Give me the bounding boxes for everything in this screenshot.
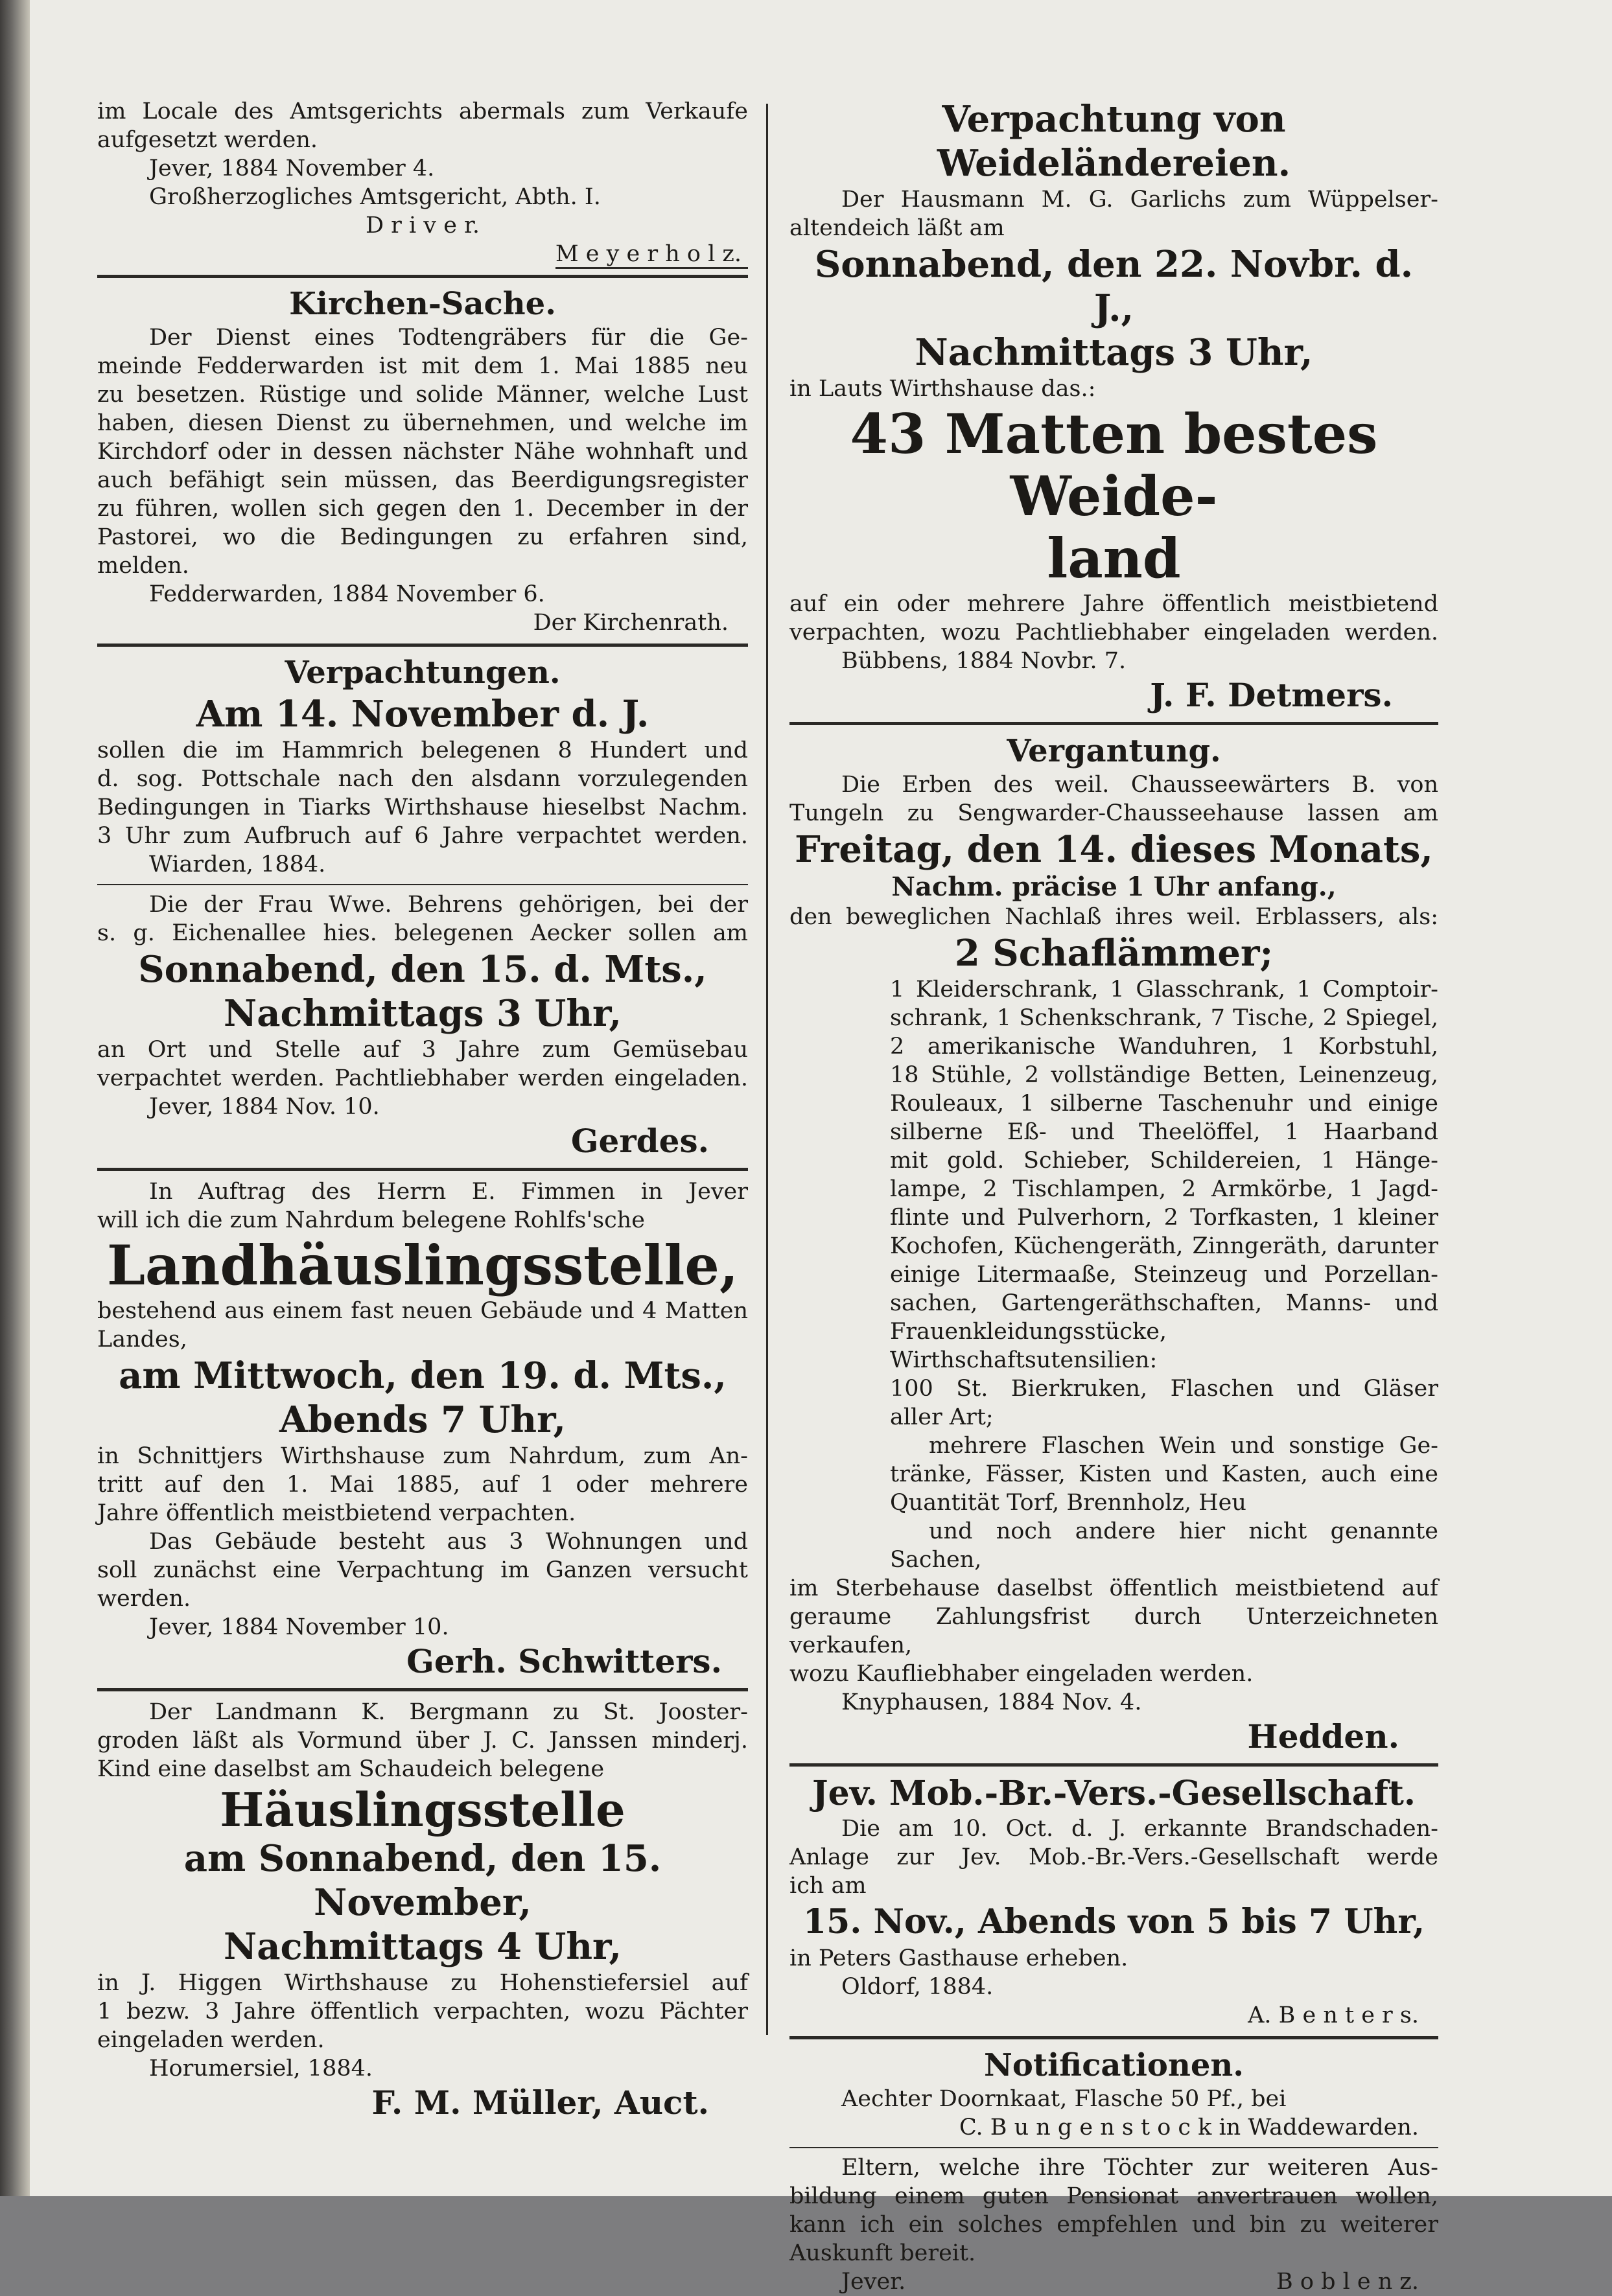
notice-verpachtungen bbox=[97, 653, 748, 879]
section-rule bbox=[789, 1763, 1438, 1767]
text-line: s. g. Eichenallee hies. belegenen Aecker sollen am bbox=[97, 920, 748, 946]
notice-kirchen-sache bbox=[97, 284, 748, 637]
signature: Der Kirchenrath. bbox=[533, 610, 729, 636]
signature: A. B e n t e r s. bbox=[1248, 2002, 1419, 2028]
list-item: Kochofen, Küchengeräth, Zinngeräth, darunter bbox=[890, 1233, 1438, 1259]
list-item: einige Litermaaße, Steinzeug und Porzellan- bbox=[890, 1262, 1438, 1288]
text-line: Die am 10. Oct. d. J. erkannte Brandschaden- bbox=[841, 1816, 1438, 1842]
text-line: bestehend aus einem fast neuen Gebäude und 4 Matten bbox=[97, 1298, 748, 1324]
notice-title: Vergantung. bbox=[1007, 733, 1221, 769]
text-line: Fedderwarden, 1884 November 6. bbox=[149, 581, 545, 607]
notice-mobiliar-gesellschaft bbox=[789, 1773, 1438, 2030]
text-line: Jever, 1884 November 4. bbox=[149, 156, 435, 181]
column-divider bbox=[766, 104, 768, 2035]
list-item: 1 Kleiderschrank, 1 Glasschrank, 1 Comptoir- bbox=[890, 977, 1438, 1003]
notice-time: Nachmittags 4 Uhr, bbox=[224, 1925, 622, 1968]
text-line: Oldorf, 1884. bbox=[841, 1974, 994, 2000]
text-line: haben, diesen Dienst zu übernehmen, und welche im bbox=[97, 410, 748, 436]
notice-time: Abends 7 Uhr, bbox=[279, 1398, 567, 1441]
list-item: tränke, Fässer, Kisten und Kasten, auch eine bbox=[890, 1461, 1438, 1487]
notice-haeuslingsstelle bbox=[97, 1698, 748, 2123]
text-line: Der Landmann K. Bergmann zu St. Jooster- bbox=[149, 1699, 748, 1725]
text-line: zu führen, wollen sich gegen den 1. December in der bbox=[97, 496, 748, 522]
text-line: meinde Fedderwarden ist mit dem 1. Mai 1885 neu bbox=[97, 353, 748, 379]
notice-title: Landhäuslingsstelle, bbox=[106, 1233, 739, 1297]
text-line: Horumersiel, 1884. bbox=[149, 2056, 373, 2081]
section-rule bbox=[789, 2036, 1438, 2039]
text-line: im Sterbehause daselbst öffentlich meistbietend auf bbox=[789, 1575, 1438, 1601]
scan-page-edge bbox=[0, 0, 30, 2196]
text-line: im Locale des Amtsgerichts abermals zum Verkaufe bbox=[97, 99, 748, 124]
text-line: soll zunächst eine Verpachtung im Ganzen versucht bbox=[97, 1557, 748, 1583]
list-item: flinte und Pulverhorn, 2 Torfkasten, 1 kleiner bbox=[890, 1205, 1438, 1231]
item-list bbox=[789, 975, 1438, 1574]
notice-gerdes bbox=[97, 890, 748, 1161]
text-line: verpachten, wozu Pachtliebhaber eingeladen werden. bbox=[789, 620, 1438, 645]
list-item: Frauenkleidungsstücke, Wirthschaftsutensilien: bbox=[890, 1319, 1167, 1373]
text-line: wozu Kaufliebhaber eingeladen werden. bbox=[789, 1661, 1254, 1687]
notice-landhaeuslingsstelle bbox=[97, 1177, 748, 1682]
text-line: 3 Uhr zum Aufbruch auf 6 Jahre verpachtet werden. bbox=[97, 823, 748, 849]
text-line: Jever. bbox=[841, 2269, 906, 2295]
list-item: Quantität Torf, Brennholz, Heu bbox=[890, 1490, 1246, 1516]
text-line: Die der Frau Wwe. Behrens gehörigen, bei der bbox=[149, 892, 748, 918]
notice-vergantung bbox=[789, 732, 1438, 1757]
notice-headline: 43 Matten bestes Weide- bbox=[850, 402, 1378, 528]
text-line: in Peters Gasthause erheben. bbox=[789, 1945, 1128, 1971]
text-line: melden. bbox=[97, 553, 189, 579]
text-line: Tungeln zu Sengwarder-Chausseehause lassen am bbox=[789, 800, 1438, 826]
text-line: Pastorei, wo die Bedingungen zu erfahren sind, bbox=[97, 524, 748, 550]
signature: Gerh. Schwitters. bbox=[406, 1642, 722, 1680]
list-item: 18 Stühle, 2 vollständige Betten, Leinenzeug, bbox=[890, 1062, 1438, 1088]
text-line: Wiarden, 1884. bbox=[149, 852, 326, 877]
text-line: Der Dienst eines Todtengräbers für die Ge- bbox=[149, 325, 748, 351]
section-rule bbox=[97, 1168, 748, 1171]
section-rule bbox=[789, 722, 1438, 725]
text-line: kann ich ein solches empfehlen und bin zu weiterer bbox=[789, 2212, 1438, 2238]
text-line: ich am bbox=[789, 1873, 867, 1899]
notice-date: am Mittwoch, den 19. d. Mts., bbox=[119, 1354, 727, 1397]
text-line: Anlage zur Jev. Mob.-Br.-Vers.-Gesellschaft werde bbox=[789, 1844, 1438, 1870]
list-item: Rouleaux, 1 silberne Taschenuhr und einige bbox=[890, 1091, 1438, 1117]
text-line: Jahre öffentlich meistbietend verpachten. bbox=[97, 1500, 576, 1526]
text-line: 1 bezw. 3 Jahre öffentlich verpachten, wozu Pächter bbox=[97, 1999, 748, 2024]
text-line: will ich die zum Nahrdum belegene Rohlfs'sche bbox=[97, 1207, 645, 1233]
notice-headline: land bbox=[1047, 526, 1181, 590]
text-line: den beweglichen Nachlaß ihres weil. Erblassers, als: bbox=[789, 904, 1438, 930]
text-line: C. B u n g e n s t o c k in Waddewarden. bbox=[959, 2115, 1419, 2140]
newspaper-page bbox=[30, 0, 1612, 2295]
section-rule bbox=[97, 1688, 748, 1691]
notice-time: Nachm. präcise 1 Uhr anfang., bbox=[891, 872, 1337, 902]
text-line: auch befähigt sein müssen, das Beerdigungsregister bbox=[97, 467, 748, 493]
text-line: Der Hausmann M. G. Garlichs zum Wüppelser- bbox=[841, 187, 1438, 213]
notice-notificationen bbox=[789, 2046, 1438, 2296]
list-item: Sachen, bbox=[890, 1547, 982, 1573]
text-line: in Schnittjers Wirthshause zum Nahrdum, zum An- bbox=[97, 1443, 748, 1469]
list-item: mehrere Flaschen Wein und sonstige Ge- bbox=[929, 1433, 1438, 1459]
notice-amtsgericht bbox=[97, 97, 748, 268]
notice-time: Nachmittags 3 Uhr, bbox=[915, 331, 1313, 374]
text-line: Das Gebäude besteht aus 3 Wohnungen und bbox=[149, 1529, 748, 1555]
text-line: Aechter Doornkaat, Flasche 50 Pf., bei bbox=[841, 2086, 1287, 2112]
text-line: zu besetzen. Rüstige und solide Männer, welche Lust bbox=[97, 382, 748, 408]
text-line: sollen die im Hammrich belegenen 8 Hundert und bbox=[97, 737, 748, 763]
notice-title: Häuslingsstelle bbox=[220, 1782, 625, 1837]
right-column bbox=[789, 97, 1438, 2296]
list-item: schrank, 1 Schenkschrank, 7 Tische, 2 Spiegel, bbox=[890, 1005, 1438, 1031]
signature: J. F. Detmers. bbox=[1150, 676, 1393, 714]
text-line: Jever, 1884 Nov. 10. bbox=[149, 1094, 380, 1120]
list-item: 100 St. Bierkruken, Flaschen und Gläser bbox=[890, 1376, 1438, 1402]
list-item: lampe, 2 Tischlampen, 2 Armkörbe, 1 Jagd- bbox=[890, 1176, 1438, 1202]
left-column bbox=[97, 97, 748, 2123]
section-rule bbox=[97, 884, 748, 885]
list-item: aller Art; bbox=[890, 1404, 994, 1430]
text-line: auf ein oder mehrere Jahre öffentlich meistbietend bbox=[789, 591, 1438, 617]
text-line: an Ort und Stelle auf 3 Jahre zum Gemüsebau bbox=[97, 1037, 748, 1063]
notice-title: Notificationen. bbox=[984, 2047, 1244, 2083]
notice-date: Am 14. November d. J. bbox=[196, 693, 649, 736]
text-line: eingeladen werden. bbox=[97, 2027, 325, 2053]
signature: D r i v e r. bbox=[365, 213, 480, 238]
text-line: Knyphausen, 1884 Nov. 4. bbox=[841, 1689, 1142, 1715]
signature: M e y e r h o l z. bbox=[555, 241, 748, 269]
signature: F. M. Müller, Auct. bbox=[371, 2083, 709, 2122]
list-item: silberne Eß- und Theelöffel, 1 Haarband bbox=[890, 1119, 1438, 1145]
list-item: mit gold. Schieber, Schildereien, 1 Hänge- bbox=[890, 1148, 1438, 1174]
notice-title: Verpachtungen. bbox=[285, 655, 561, 691]
notice-title: Kirchen-Sache. bbox=[289, 286, 556, 322]
text-line: Kirchdorf oder in dessen nächster Nähe wohnhaft und bbox=[97, 439, 748, 465]
text-line: bildung einem guten Pensionat anvertrauen wollen, bbox=[789, 2183, 1438, 2209]
text-line: verpachtet werden. Pachtliebhaber werden eingeladen. bbox=[97, 1065, 748, 1091]
section-rule bbox=[789, 2147, 1438, 2148]
text-line: Bedingungen in Tiarks Wirthshause hieselbst Nachm. bbox=[97, 794, 748, 820]
text-line: in Lauts Wirthshause das.: bbox=[789, 376, 1096, 402]
notice-date: 15. Nov., Abends von 5 bis 7 Uhr, bbox=[802, 1902, 1425, 1942]
signature: Gerdes. bbox=[570, 1122, 709, 1160]
text-line: Landes, bbox=[97, 1327, 187, 1352]
notice-title: Verpachtung von Weideländereien. bbox=[937, 98, 1291, 185]
text-line: geraume Zahlungsfrist durch Unterzeichneten verkaufen, bbox=[789, 1604, 1438, 1658]
section-rule bbox=[97, 275, 748, 278]
notice-time: Nachmittags 3 Uhr, bbox=[224, 992, 622, 1035]
notice-title: Jev. Mob.-Br.-Vers.-Gesellschaft. bbox=[812, 1774, 1416, 1813]
signature: B o b l e n z. bbox=[1276, 2269, 1419, 2295]
text-line: Auskunft bereit. bbox=[789, 2240, 976, 2266]
notice-weidelaendereien bbox=[789, 97, 1438, 715]
text-line: tritt auf den 1. Mai 1885, auf 1 oder mehrere bbox=[97, 1472, 748, 1498]
notice-headline: 2 Schaflämmer; bbox=[954, 932, 1274, 975]
text-line: Bübbens, 1884 Novbr. 7. bbox=[841, 648, 1127, 674]
notice-date: Sonnabend, den 22. Novbr. d. J., bbox=[814, 243, 1414, 330]
notice-date: Sonnabend, den 15. d. Mts., bbox=[138, 948, 707, 991]
text-line: d. sog. Pottschale nach den alsdann vorzulegenden bbox=[97, 766, 748, 792]
section-rule bbox=[97, 644, 748, 647]
text-line: aufgesetzt werden. bbox=[97, 127, 318, 153]
notice-date: am Sonnabend, den 15. November, bbox=[183, 1837, 662, 1924]
list-item: sachen, Gartengeräthschaften, Manns- und bbox=[890, 1290, 1438, 1316]
notice-date: Freitag, den 14. dieses Monats, bbox=[795, 828, 1433, 871]
text-line: Kind eine daselbst am Schaudeich belegene bbox=[97, 1756, 605, 1782]
text-line: altendeich läßt am bbox=[789, 215, 1005, 241]
text-line: in J. Higgen Wirthshause zu Hohenstiefersiel auf bbox=[97, 1970, 748, 1996]
signature: Hedden. bbox=[1247, 1717, 1399, 1756]
text-line: Eltern, welche ihre Töchter zur weiteren Aus- bbox=[841, 2155, 1438, 2181]
text-line: Die Erben des weil. Chausseewärters B. von bbox=[841, 772, 1438, 798]
sign-row bbox=[789, 2267, 1438, 2296]
text-line: In Auftrag des Herrn E. Fimmen in Jever bbox=[149, 1179, 748, 1205]
list-item: und noch andere hier nicht genannte bbox=[929, 1518, 1438, 1544]
text-line: Jever, 1884 November 10. bbox=[149, 1614, 449, 1640]
text-line: Großherzogliches Amtsgericht, Abth. I. bbox=[149, 184, 601, 210]
text-line: groden läßt als Vormund über J. C. Janssen minderj. bbox=[97, 1728, 748, 1754]
text-line: werden. bbox=[97, 1586, 191, 1612]
list-item: 2 amerikanische Wanduhren, 1 Korbstuhl, bbox=[890, 1034, 1438, 1060]
